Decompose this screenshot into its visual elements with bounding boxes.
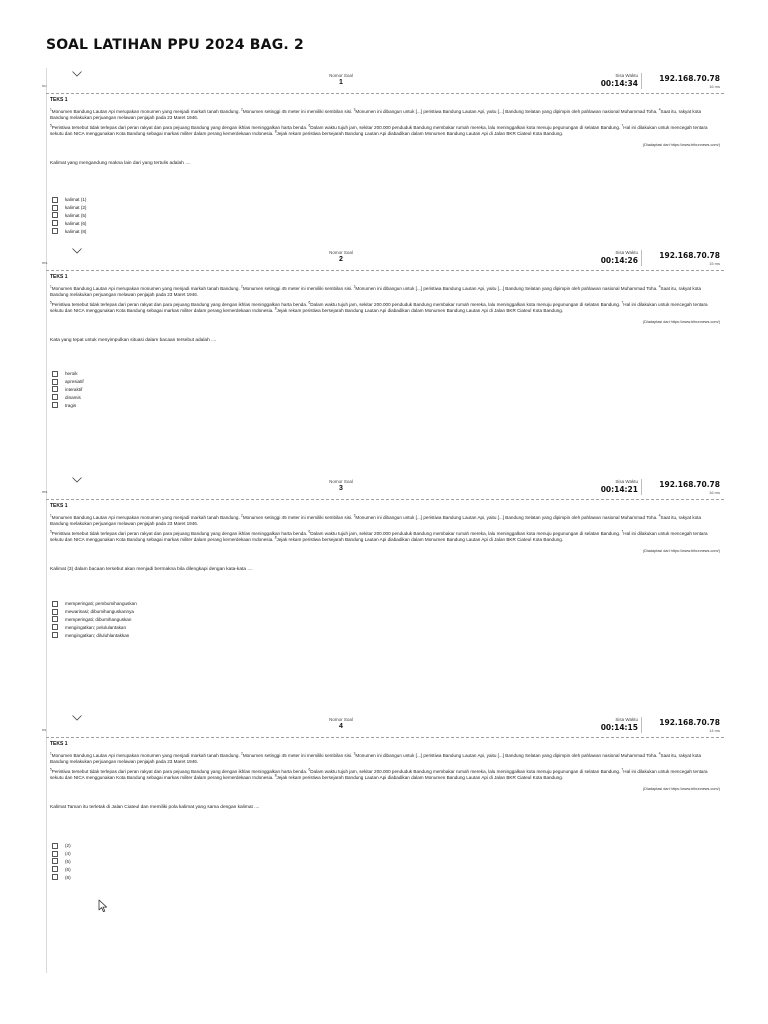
- answer-option[interactable]: [52, 858, 71, 866]
- sentence-number: 7: [621, 767, 624, 772]
- checkbox[interactable]: [52, 874, 58, 880]
- header-edge-text: ns: [42, 727, 47, 732]
- answer-option-label: memperingati; dibumihanguskan: [65, 616, 132, 622]
- header-divider: [641, 250, 642, 266]
- exam-screen: [42, 715, 724, 947]
- answer-option-label: kalimat (5): [65, 212, 87, 218]
- reading-paragraph: [50, 769, 720, 781]
- sentence-number: 4: [658, 513, 661, 518]
- sentence-number: 7: [621, 529, 624, 534]
- answer-option-label: kalimat (6): [65, 220, 87, 226]
- exam-header: [42, 477, 724, 499]
- answer-option-label: memperingati; pembumihanguskan: [65, 601, 137, 607]
- sentence-number: 6: [308, 767, 311, 772]
- question-body: [50, 274, 720, 353]
- question-number-label: Nomor Soal: [329, 250, 353, 255]
- question-body: [50, 503, 720, 582]
- text-label: TEKS 1: [50, 503, 68, 509]
- sentence-text: Dalam waktu tujuh jam, sekitar 200.000 penduduk Bandung membakar rumah mereka, lalu meninggalkan kota menuju pegunungan di selatan Bandung.: [310, 769, 622, 774]
- sentence-text: Monumen Bandung Lautan Api merupakan monumen yang menjadi markah tanah Bandung.: [51, 109, 242, 114]
- question-number: 3: [339, 485, 343, 492]
- text-label: TEKS 1: [50, 274, 68, 280]
- sentence-text: Monumen setinggi 45 meter ini memiliki sembilan sisi.: [242, 753, 354, 758]
- document-title: SOAL LATIHAN PPU 2024 BAG. 2: [46, 37, 304, 53]
- text-label: TEKS 1: [50, 97, 68, 103]
- header-divider: [641, 73, 642, 89]
- answer-option[interactable]: [52, 842, 71, 850]
- sentence-text: Peristiwa tersebut tidak terlepas dari peran rakyat dan para pejuang Bandung yang dengan ikhlas meninggalkan harta benda.: [51, 531, 309, 536]
- checkbox[interactable]: [52, 851, 58, 857]
- answer-option[interactable]: [52, 378, 84, 386]
- question-number-label: Nomor Soal: [329, 717, 353, 722]
- checkbox[interactable]: [52, 402, 58, 408]
- checkbox[interactable]: [52, 843, 58, 849]
- source-citation: (Diadaptasi dari https://www.tribunnews.com/): [642, 320, 720, 324]
- answer-options: [52, 196, 86, 235]
- text-label: TEKS 1: [50, 741, 68, 747]
- sentence-text: Jejak rekam peristiwa bersejarah Bandung Lautan Api diabadikan dalam Monumen Bandung Lautan Api di Jalan BKR Ciateul Kota Bandung.: [276, 131, 564, 136]
- question-text: Kata yang tepat untuk menyimpulkan situasi dalam bacaan tersebut adalah ....: [50, 338, 217, 343]
- answer-option[interactable]: [52, 196, 86, 204]
- sentence-number: 4: [658, 107, 661, 112]
- sentence-text: Monumen setinggi 45 meter ini memiliki sembilan sisi.: [242, 515, 354, 520]
- answer-options: [52, 842, 71, 881]
- chevron-down-icon[interactable]: [72, 248, 82, 254]
- sentence-number: 8: [274, 773, 277, 778]
- sentence-text: Jejak rekam peristiwa bersejarah Bandung Lautan Api diabadikan dalam Monumen Bandung Lautan Api di Jalan BKR Ciateul Kota Bandung.: [276, 537, 564, 542]
- sentence-text: Monumen ini dibangun untuk [...] peristiwa Bandung Lautan Api, yaitu [...] Bandung Selatan yang dipimpin oleh pahlawan nasional Muhammad Toha.: [355, 753, 659, 758]
- sentence-number: 5: [50, 529, 52, 534]
- header-dashed-divider: [46, 93, 724, 94]
- sentence-number: 1: [50, 513, 52, 518]
- ip-address: 192.168.70.78: [659, 718, 720, 727]
- checkbox[interactable]: [52, 601, 58, 607]
- sentence-text: Peristiwa tersebut tidak terlepas dari peran rakyat dan para pejuang Bandung yang dengan ikhlas meninggalkan harta benda.: [51, 125, 309, 130]
- sentence-text: Hal ini dilakukan untuk mencegah tentara sekutu dan NICA menggunakan Kota Bandung sebagai markas militer dalam perang kemerdekaan Indonesia.: [50, 302, 708, 313]
- reading-paragraph: [50, 302, 720, 314]
- answer-option[interactable]: [52, 393, 84, 401]
- sentence-number: 8: [274, 535, 277, 540]
- exam-header: [42, 71, 724, 93]
- answer-option[interactable]: [52, 386, 84, 394]
- header-edge-text: ms: [42, 260, 48, 265]
- sentence-text: Jejak rekam peristiwa bersejarah Bandung Lautan Api diabadikan dalam Monumen Bandung Lautan Api di Jalan BKR Ciateul Kota Bandung.: [276, 775, 564, 780]
- reading-paragraph: [50, 515, 720, 527]
- timer-label: Sisa Waktu: [615, 479, 638, 484]
- checkbox[interactable]: [52, 624, 58, 630]
- timer-value: 00:14:21: [600, 485, 638, 494]
- sentence-number: 1: [50, 284, 52, 289]
- answer-option-label: mewarisasi; dibumihanguskannya: [65, 609, 134, 615]
- answer-option[interactable]: [52, 219, 86, 227]
- checkbox[interactable]: [52, 220, 58, 226]
- answer-option[interactable]: [52, 600, 137, 608]
- header-edge-text: ms: [42, 489, 48, 494]
- reading-paragraph: [50, 531, 720, 543]
- timer-label: Sisa Waktu: [615, 250, 638, 255]
- ping-value: 16 ms: [709, 84, 720, 89]
- sentence-number: 7: [621, 123, 624, 128]
- answer-option[interactable]: [52, 212, 86, 220]
- answer-option[interactable]: [52, 370, 84, 378]
- sentence-text: Peristiwa tersebut tidak terlepas dari peran rakyat dan para pejuang Bandung yang dengan ikhlas meninggalkan harta benda.: [51, 769, 309, 774]
- chevron-down-icon[interactable]: [72, 477, 82, 483]
- reading-paragraph: [50, 109, 720, 121]
- checkbox[interactable]: [52, 866, 58, 872]
- sentence-number: 6: [308, 529, 311, 534]
- answer-option-label: kalimat (1): [65, 197, 87, 203]
- answer-option[interactable]: [52, 616, 137, 624]
- question-number: 2: [339, 256, 343, 263]
- header-dashed-divider: [46, 737, 724, 738]
- reading-paragraph: [50, 753, 720, 765]
- answer-option[interactable]: [52, 865, 71, 873]
- checkbox[interactable]: [52, 632, 58, 638]
- ping-value: 15 ms: [709, 261, 720, 266]
- checkbox[interactable]: [52, 205, 58, 211]
- sentence-text: Peristiwa tersebut tidak terlepas dari peran rakyat dan para pejuang Bandung yang dengan ikhlas meninggalkan harta benda.: [51, 302, 309, 307]
- sentence-text: Monumen Bandung Lautan Api merupakan monumen yang menjadi markah tanah Bandung.: [51, 753, 242, 758]
- answer-option[interactable]: [52, 873, 71, 881]
- sentence-text: Dalam waktu tujuh jam, sekitar 200.000 penduduk Bandung membakar rumah mereka, lalu meninggalkan kota menuju pegunungan di selatan Bandung.: [310, 302, 622, 307]
- timer-label: Sisa Waktu: [615, 73, 638, 78]
- sentence-text: Hal ini dilakukan untuk mencegah tentara sekutu dan NICA menggunakan Kota Bandung sebagai markas militer dalam perang kemerdekaan Indonesia.: [50, 125, 708, 136]
- sentence-text: Hal ini dilakukan untuk mencegah tentara sekutu dan NICA menggunakan Kota Bandung sebagai markas militer dalam perang kemerdekaan Indonesia.: [50, 531, 708, 542]
- checkbox[interactable]: [52, 197, 58, 203]
- checkbox[interactable]: [52, 609, 58, 615]
- exam-screen: [42, 248, 724, 480]
- checkbox[interactable]: [52, 616, 58, 622]
- sentence-text: Jejak rekam peristiwa bersejarah Bandung Lautan Api diabadikan dalam Monumen Bandung Lautan Api di Jalan BKR Ciateul Kota Bandung.: [276, 308, 564, 313]
- question-body: [50, 741, 720, 820]
- answer-option-label: dinamis: [65, 394, 81, 400]
- sentence-text: Saat itu, rakyat kota Bandung melakukan perjuangan melawan penjajah pada 23 Maret 1946.: [50, 286, 702, 297]
- checkbox[interactable]: [52, 212, 58, 218]
- answer-option-label: tragis: [65, 402, 77, 408]
- sentence-number: 3: [353, 513, 356, 518]
- sentence-text: Saat itu, rakyat kota Bandung melakukan perjuangan melawan penjajah pada 23 Maret 1946.: [50, 753, 702, 764]
- sentence-number: 2: [241, 107, 243, 112]
- exam-header: [42, 715, 724, 737]
- checkbox[interactable]: [52, 371, 58, 377]
- sentence-text: Monumen ini dibangun untuk [...] peristiwa Bandung Lautan Api, yaitu [...] Bandung Selatan yang dipimpin oleh pahlawan nasional Muhammad Toha.: [355, 109, 659, 114]
- sentence-number: 2: [241, 751, 243, 756]
- sentence-text: Monumen ini dibangun untuk [...] peristiwa Bandung Lautan Api, yaitu [...] Bandung Selatan yang dipimpin oleh pahlawan nasional Muhammad Toha.: [355, 286, 659, 291]
- sentence-text: Monumen Bandung Lautan Api merupakan monumen yang menjadi markah tanah Bandung.: [51, 515, 242, 520]
- checkbox[interactable]: [52, 858, 58, 864]
- sentence-number: 8: [274, 129, 277, 134]
- source-citation: (Diadaptasi dari https://www.tribunnews.com/): [642, 143, 720, 147]
- answer-option-label: (2): [65, 843, 71, 849]
- sentence-number: 3: [353, 751, 356, 756]
- sentence-number: 4: [658, 751, 661, 756]
- answer-option-label: kalimat (8): [65, 228, 87, 234]
- answer-option[interactable]: [52, 227, 86, 235]
- reading-paragraph: [50, 125, 720, 137]
- reading-paragraph: [50, 286, 720, 298]
- answer-option[interactable]: [52, 623, 137, 631]
- checkbox[interactable]: [52, 386, 58, 392]
- header-dashed-divider: [46, 270, 724, 271]
- answer-option-label: kalimat (2): [65, 205, 87, 211]
- ip-address: 192.168.70.78: [659, 251, 720, 260]
- sentence-number: 3: [353, 107, 356, 112]
- question-body: [50, 97, 720, 176]
- checkbox[interactable]: [52, 228, 58, 234]
- sentence-text: Saat itu, rakyat kota Bandung melakukan perjuangan melawan penjajah pada 23 Maret 1946.: [50, 515, 702, 526]
- question-number-label: Nomor Soal: [329, 73, 353, 78]
- answer-option-label: interaktif: [65, 386, 83, 392]
- timer-label: Sisa Waktu: [615, 717, 638, 722]
- answer-option-label: mengingatkan; diluluhlantakkan: [65, 632, 130, 638]
- ping-value: 14 ms: [709, 728, 720, 733]
- answer-option-label: heroik: [65, 371, 78, 377]
- checkbox[interactable]: [52, 394, 58, 400]
- source-citation: (Diadaptasi dari https://www.tribunnews.com/): [642, 787, 720, 791]
- answer-option-label: (4): [65, 851, 71, 857]
- answer-option-label: (8): [65, 874, 71, 880]
- exam-header: [42, 248, 724, 270]
- sentence-number: 6: [308, 300, 311, 305]
- answer-option-label: (5): [65, 858, 71, 864]
- source-citation: (Diadaptasi dari https://www.tribunnews.com/): [642, 549, 720, 553]
- header-divider: [641, 479, 642, 495]
- sentence-number: 7: [621, 300, 624, 305]
- question-number: 4: [339, 723, 343, 730]
- timer-value: 00:14:15: [600, 723, 638, 732]
- question-number-label: Nomor Soal: [329, 479, 353, 484]
- question-number: 1: [339, 79, 343, 86]
- answer-option[interactable]: [52, 204, 86, 212]
- sentence-number: 2: [241, 513, 243, 518]
- checkbox[interactable]: [52, 379, 58, 385]
- answer-option-label: apresiatif: [65, 379, 84, 385]
- header-divider: [641, 717, 642, 733]
- sentence-number: 1: [50, 107, 52, 112]
- question-text: Kalimat (3) dalam bacaan tersebut akan menjadi bermakna bila dilengkapi dengan kata-kata ....: [50, 567, 253, 572]
- sentence-number: 5: [50, 300, 52, 305]
- sentence-number: 4: [658, 284, 661, 289]
- sentence-number: 6: [308, 123, 311, 128]
- sentence-text: Dalam waktu tujuh jam, sekitar 200.000 penduduk Bandung membakar rumah mereka, lalu meninggalkan kota menuju pegunungan di selatan Bandung.: [310, 125, 622, 130]
- sentence-number: 8: [274, 306, 277, 311]
- answer-option[interactable]: [52, 850, 71, 858]
- header-dashed-divider: [46, 499, 724, 500]
- answer-options: [52, 600, 137, 639]
- answer-option-label: mengingatkan; pelululantakan: [65, 624, 127, 630]
- timer-value: 00:14:34: [600, 79, 638, 88]
- question-text: Kalimat yang mengandung makna lain dari yang tertulis adalah ....: [50, 161, 191, 166]
- chevron-down-icon[interactable]: [72, 715, 82, 721]
- sentence-text: Dalam waktu tujuh jam, sekitar 200.000 penduduk Bandung membakar rumah mereka, lalu meninggalkan kota menuju pegunungan di selatan Bandung.: [310, 531, 622, 536]
- exam-screen: [42, 477, 724, 709]
- answer-options: [52, 370, 84, 409]
- sentence-number: 2: [241, 284, 243, 289]
- question-text: Kalimat Taman itu terletak di Jalan Ciateul dan memiliki pola kalimat yang sama dengan kalimat ....: [50, 805, 260, 810]
- answer-option[interactable]: [52, 608, 137, 616]
- sentence-text: Monumen setinggi 45 meter ini memiliki sembilan sisi.: [242, 109, 354, 114]
- sentence-text: Monumen Bandung Lautan Api merupakan monumen yang menjadi markah tanah Bandung.: [51, 286, 242, 291]
- header-edge-text: nu: [42, 83, 47, 88]
- ping-value: 16 ms: [709, 490, 720, 495]
- mouse-pointer-icon: [98, 899, 108, 913]
- sentence-text: Monumen setinggi 45 meter ini memiliki sembilan sisi.: [242, 286, 354, 291]
- sentence-number: 3: [353, 284, 356, 289]
- sentence-text: Monumen ini dibangun untuk [...] peristiwa Bandung Lautan Api, yaitu [...] Bandung Selatan yang dipimpin oleh pahlawan nasional Muhammad Toha.: [355, 515, 659, 520]
- ip-address: 192.168.70.78: [659, 74, 720, 83]
- answer-option[interactable]: [52, 631, 137, 639]
- chevron-down-icon[interactable]: [72, 71, 82, 77]
- timer-value: 00:14:26: [600, 256, 638, 265]
- sentence-number: 5: [50, 767, 52, 772]
- sentence-number: 5: [50, 123, 52, 128]
- answer-option-label: (6): [65, 866, 71, 872]
- sentence-text: Hal ini dilakukan untuk mencegah tentara sekutu dan NICA menggunakan Kota Bandung sebagai markas militer dalam perang kemerdekaan Indonesia.: [50, 769, 708, 780]
- answer-option[interactable]: [52, 401, 84, 409]
- sentence-number: 1: [50, 751, 52, 756]
- sentence-text: Saat itu, rakyat kota Bandung melakukan perjuangan melawan penjajah pada 23 Maret 1946.: [50, 109, 702, 120]
- ip-address: 192.168.70.78: [659, 480, 720, 489]
